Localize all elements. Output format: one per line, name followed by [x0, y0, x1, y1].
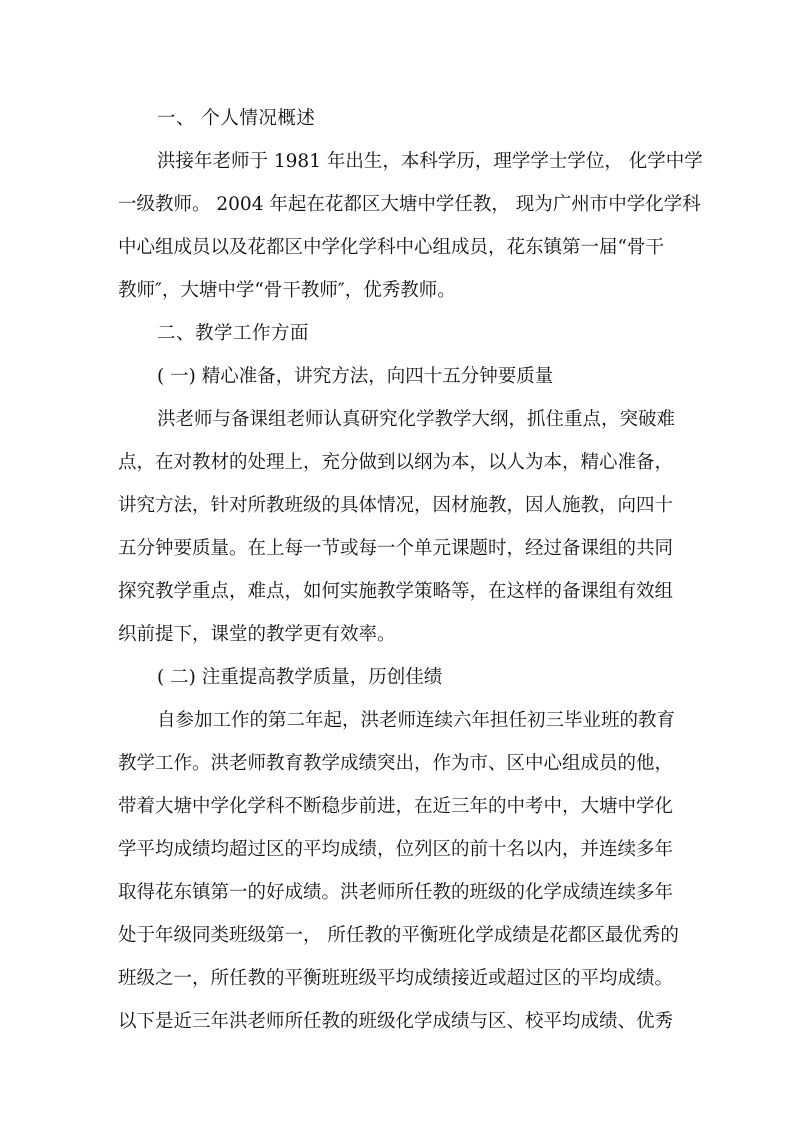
paragraph-line: 点，在对教材的处理上，充分做到以纲为本，以人为本，精心准备，	[118, 452, 674, 473]
paragraph-line: 教学工作。洪老师教育教学成绩突出，作为市、区中心组成员的他，	[118, 753, 674, 774]
section-heading-1: 一、 个人情况概述	[157, 108, 316, 129]
paragraph-line: 学平均成绩均超过区的平均成绩，位列区的前十名以内，并连续多年	[118, 839, 674, 860]
paragraph-line: 以下是近三年洪老师所任教的班级化学成绩与区、校平均成绩、优秀	[118, 1011, 674, 1032]
paragraph-line: 中心组成员以及花都区中学化学科中心组成员，花东镇第一届“骨干	[118, 237, 664, 258]
paragraph-line: 带着大塘中学化学科不断稳步前进，在近三年的中考中，大塘中学化	[118, 796, 674, 817]
paragraph-line: 班级之一，所任教的平衡班班级平均成绩接近或超过区的平均成绩。	[118, 968, 674, 989]
paragraph-line: 处于年级同类班级第一， 所任教的平衡班化学成绩是花都区最优秀的	[118, 925, 679, 946]
paragraph-line: 自参加工作的第二年起，洪老师连续六年担任初三毕业班的教育	[157, 710, 676, 731]
subsection-heading-2: ( 二) 注重提高教学质量，历创佳绩	[157, 667, 443, 688]
paragraph-line: 洪老师与备课组老师认真研究化学教学大纲，抓住重点，突破难	[157, 409, 676, 430]
paragraph-line: 探究教学重点，难点，如何实施教学策略等，在这样的备课组有效组	[118, 581, 674, 602]
paragraph-line: 取得花东镇第一的好成绩。洪老师所任教的班级的化学成绩连续多年	[118, 882, 674, 903]
paragraph-line: 一级教师。 2004 年起在花都区大塘中学任教， 现为广州市中学化学科	[118, 194, 701, 215]
paragraph-line: 五分钟要质量。在上每一节或每一个单元课题时，经过备课组的共同	[118, 538, 674, 559]
paragraph-line: 织前提下，课堂的教学更有效率。	[118, 624, 396, 645]
paragraph-line: 教师″，大塘中学“骨干教师″，优秀教师。	[118, 280, 456, 301]
paragraph-line: 洪接年老师于 1981 年出生，本科学历，理学学士学位， 化学中学	[157, 151, 703, 172]
paragraph-line: 讲究方法，针对所教班级的具体情况，因材施教，因人施教，向四十	[118, 495, 674, 516]
section-heading-2: 二、教学工作方面	[157, 323, 310, 344]
subsection-heading-1: ( 一) 精心准备，讲究方法，向四十五分钟要质量	[157, 366, 554, 387]
